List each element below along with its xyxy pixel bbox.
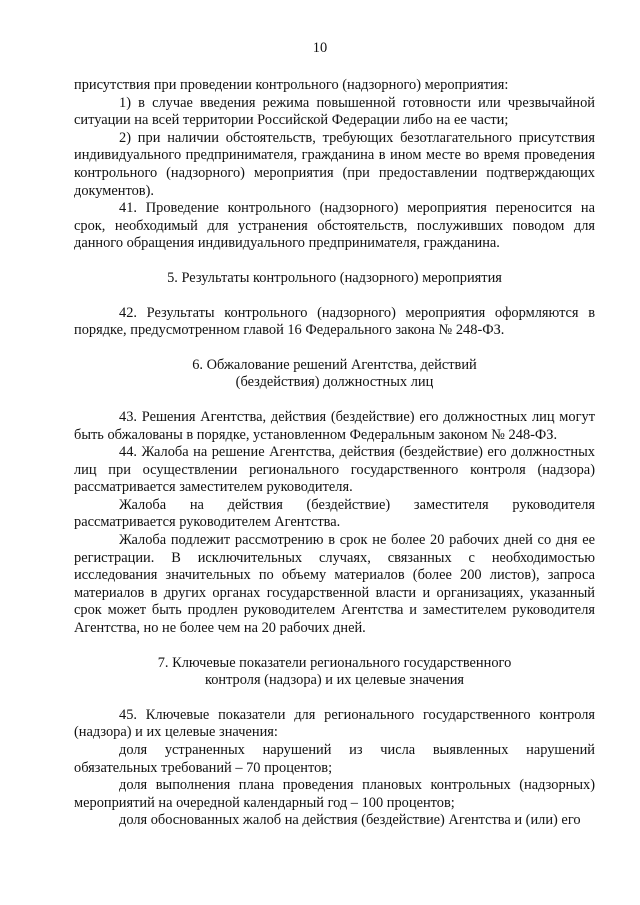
section-heading-line: (бездействия) должностных лиц	[235, 374, 434, 391]
paragraph: присутствия при проведении контрольного (надзорного) мероприятия:	[74, 77, 509, 93]
document-body	[74, 77, 595, 830]
section-heading-line: контроля (надзора) и их целевые значения	[204, 672, 465, 689]
paragraph: Жалоба подлежит рассмотрению в срок не более 20 рабочих дней со дня ее регистрации. В исключительных случаях, связанных с необходимостью исследования значительных по объему материалов (более 200 листов), запроса материалов в других органах государственной власти и организациях, указанный срок может быть продлен руководителем Агентства и заместителем руководителя Агентства, но не более чем на 20 рабочих дней.	[74, 532, 595, 637]
section-heading	[74, 357, 595, 392]
section-heading	[74, 655, 595, 690]
paragraph: доля обоснованных жалоб на действия (бездействие) Агентства и (или) его	[119, 812, 581, 829]
paragraph: доля выполнения плана проведения плановых контрольных (надзорных) мероприятий на очередной календарный год – 100 процентов;	[74, 777, 595, 811]
section-heading-line: 5. Результаты контрольного (надзорного) мероприятия	[167, 269, 502, 286]
paragraph: 44. Жалоба на решение Агентства, действия (бездействие) его должностных лиц при осуществлении регионального государственного контроля (надзора) рассматривается заместителем руководителя.	[74, 444, 595, 496]
paragraph: 45. Ключевые показатели для регионального государственного контроля (надзора) и их целевые значения:	[74, 706, 595, 741]
paragraph: 41. Проведение контрольного (надзорного) мероприятия переносится на срок, необходимый для устранения обстоятельств, послуживших поводом для данного обращения индивидуального предпринимателя, гражданина.	[74, 200, 595, 252]
paragraph: 42. Результаты контрольного (надзорного) мероприятия оформляются в порядке, предусмотренном главой 16 Федерального закона № 248-ФЗ.	[74, 304, 595, 339]
paragraph: доля устраненных нарушений из числа выявленных нарушений обязательных требований – 70 процентов;	[74, 742, 595, 776]
paragraph: Жалоба на действия (бездействие) заместителя руководителя рассматривается руководителем Агентства.	[74, 496, 595, 531]
section-heading-line: 6. Обжалование решений Агентства, действий	[192, 356, 477, 373]
page-number: 10	[312, 40, 328, 56]
section-heading-line: 7. Ключевые показатели регионального государственного	[157, 654, 512, 671]
section-heading	[74, 270, 595, 288]
paragraph: 2) при наличии обстоятельств, требующих безотлагательного присутствия индивидуального предпринимателя, гражданина в ином месте во время проведения контрольного (надзорного) мероприятия (при предоставлении подтверждающих документов).	[74, 129, 595, 199]
paragraph: 43. Решения Агентства, действия (бездействие) его должностных лиц могут быть обжалованы в порядке, установленном Федеральным законом № 248-ФЗ.	[74, 408, 595, 443]
paragraph: 1) в случае введения режима повышенной готовности или чрезвычайной ситуации на всей территории Российской Федерации либо на ее части;	[74, 94, 595, 129]
